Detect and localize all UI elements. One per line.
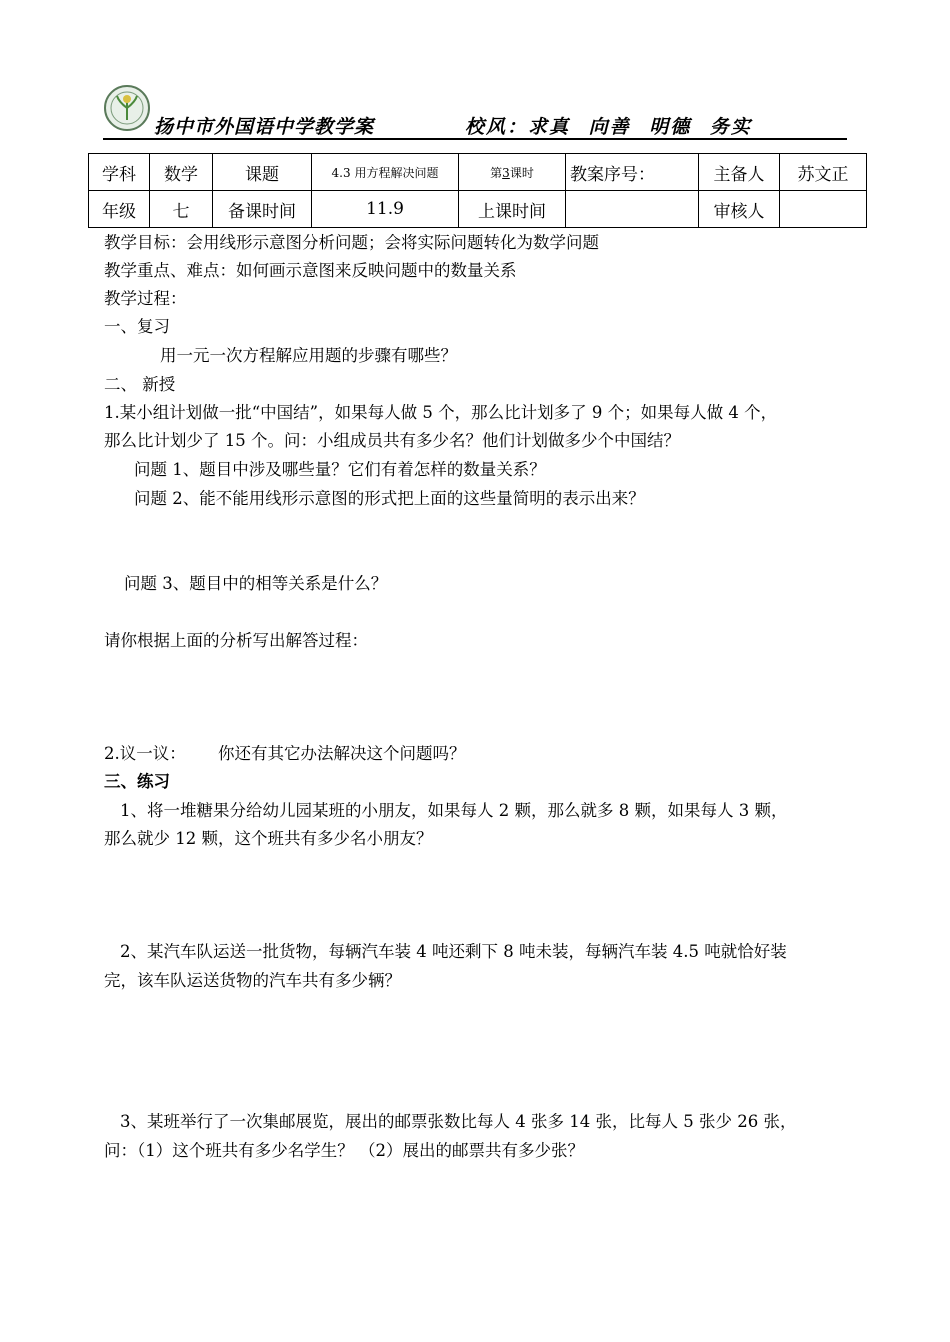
- class-time-label: 上课时间: [459, 191, 566, 228]
- exercise2-line1: 2、某汽车队运送一批货物，每辆汽车装 4 吨还剩下 8 吨未装，每辆汽车装 4.5 吨就恰好装: [120, 942, 787, 961]
- subject-value: 数学: [150, 154, 213, 191]
- section-practice-title: 三、练习: [104, 772, 170, 791]
- process-heading: 教学过程：: [104, 289, 187, 308]
- exercise1-line2: 那么就少 12 颗，这个班共有多少名小朋友？: [104, 829, 433, 848]
- exercise2-line2: 完，该车队运送货物的汽车共有多少辆？: [104, 971, 401, 990]
- plan-no-label: 教案序号：: [566, 154, 699, 191]
- problem1-line1: 1.某小组计划做一批“中国结”，如果每人做 5 个，那么比计划多了 9 个；如果每人做 4 个，: [104, 403, 778, 422]
- section-new-title: 二、 新授: [104, 375, 176, 394]
- period-prefix: 第: [490, 165, 503, 180]
- discuss-label: 2.议一议：: [104, 744, 186, 763]
- problem1-line2: 那么比计划少了 15 个。问：小组成员共有多少名？他们计划做多少个中国结？: [104, 431, 680, 450]
- preparer-label: 主备人: [699, 154, 780, 191]
- school-name: 扬中市外国语中学教学案: [154, 116, 375, 138]
- period-number: 3: [502, 165, 510, 180]
- prep-time-value: 11.9: [312, 191, 459, 228]
- grade-value: 七: [150, 191, 213, 228]
- exercise3-line2: 问：（1）这个班共有多少名学生？ （2）展出的邮票共有多少张？: [104, 1141, 584, 1160]
- motto-label: 校风：: [465, 116, 529, 138]
- lesson-info-table: [88, 153, 867, 228]
- question1: 问题 1、题目中涉及哪些量？它们有着怎样的数量关系？: [134, 460, 546, 479]
- write-solution-prompt: 请你根据上面的分析写出解答过程：: [104, 631, 368, 650]
- section-review-title: 一、复习: [104, 317, 170, 336]
- review-question: 用一元一次方程解应用题的步骤有哪些？: [160, 346, 457, 365]
- topic-label: 课题: [213, 154, 312, 191]
- period-suffix: 课时: [509, 165, 534, 180]
- header-rule: [103, 138, 847, 140]
- exercise1-line1: 1、将一堆糖果分给幼儿园某班的小朋友，如果每人 2 颗，那么就多 8 颗，如果每人 3 颗，: [120, 801, 788, 820]
- grade-label: 年级: [89, 191, 150, 228]
- subject-label: 学科: [89, 154, 150, 191]
- motto-text: 求真 向善 明德 务实: [528, 116, 752, 138]
- class-time-value: [566, 191, 699, 228]
- topic-value: 4.3 用方程解决问题: [312, 154, 459, 191]
- reviewer-label: 审核人: [699, 191, 780, 228]
- question3: 问题 3、题目中的相等关系是什么？: [124, 574, 388, 593]
- prep-time-label: 备课时间: [213, 191, 312, 228]
- preparer-value: 苏文正: [780, 154, 867, 191]
- discuss-question: 你还有其它办法解决这个问题吗？: [218, 744, 466, 763]
- exercise3-line1: 3、某班举行了一次集邮展览，展出的邮票张数比每人 4 张多 14 张，比每人 5 张少 26 张，: [120, 1112, 797, 1131]
- key-points: 教学重点、难点：如何画示意图来反映问题中的数量关系: [104, 261, 517, 280]
- school-logo: [103, 84, 151, 132]
- reviewer-value: [780, 191, 867, 228]
- period-cell: [459, 154, 566, 191]
- school-motto: [465, 112, 752, 139]
- teaching-goal: 教学目标：会用线形示意图分析问题；会将实际问题转化为数学问题: [104, 233, 599, 252]
- question2: 问题 2、能不能用线形示意图的形式把上面的这些量简明的表示出来？: [134, 489, 645, 508]
